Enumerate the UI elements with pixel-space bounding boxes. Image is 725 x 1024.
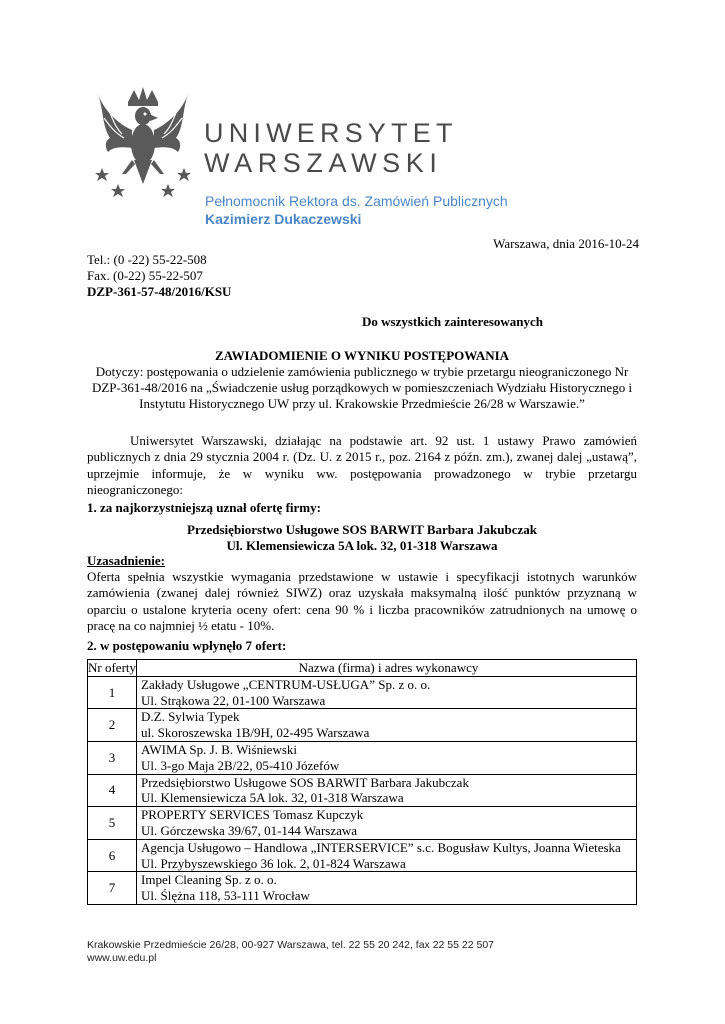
reference-number: DZP-361-57-48/2016/KSU: [87, 284, 232, 299]
fax-number: Fax. (0-22) 55-22-507: [87, 268, 203, 283]
offer-number: 6: [88, 839, 137, 872]
offer-number: 5: [88, 807, 137, 840]
intro-paragraph: Uniwersytet Warszawski, działając na podstawie art. 92 ust. 1 ustawy Prawo zamówień publicznych z dnia 29 stycznia 2004 r. (Dz. U. z 2015 r., poz. 2164 z późn. zm.), zwanej dalej „ustawą”, uprzejmie informuje, że w wyniku ww. postępowania prowadzonego w trybie przetargu nieograniczonego:: [87, 433, 637, 497]
contractor-address: Ul. Przybyszewskiego 36 lok. 2, 01-824 Warszawa: [141, 855, 406, 871]
offers-table: [87, 659, 637, 905]
table-row: [88, 839, 637, 872]
table-row: [88, 774, 637, 807]
table-row: [88, 872, 637, 905]
justification-paragraph: Oferta spełnia wszystkie wymagania przedstawione w ustawie i specyfikacji istotnych warunków zamówienia (zwanej dalej również SIWZ) oraz uzyskała maksymalną ilość punktów przyznaną w oparciu o ustalone kryteria oceny ofert: cena 90 % i liczba pracowników zatrudnionych na umowę o pracę na co najmniej ½ etatu - 10%.: [87, 569, 637, 633]
table-row: [88, 676, 637, 709]
offer-contractor: [137, 676, 637, 709]
winner-address: Ul. Klemensiewicza 5A lok. 32, 01-318 Warszawa: [226, 538, 498, 553]
contractor-name: Przedsiębiorstwo Usługowe SOS BARWIT Barbara Jakubczak: [141, 774, 469, 790]
contractor-name: D.Z. Sylwia Typek: [141, 709, 240, 725]
table-header-row: [88, 660, 637, 677]
table-row: [88, 741, 637, 774]
section1-heading: 1. za najkorzystniejszą uznał ofertę firmy:: [87, 500, 321, 515]
contractor-address: Ul. Górczewska 39/67, 01-144 Warszawa: [141, 822, 358, 838]
column-header-nr: Nr oferty: [88, 660, 137, 675]
contractor-address: Ul. Ślężna 118, 53-111 Wrocław: [141, 888, 310, 904]
contractor-address: Ul. 3-go Maja 2B/22, 05-410 Józefów: [141, 757, 340, 773]
offer-contractor: [137, 774, 637, 807]
document-title: ZAWIADOMIENIE O WYNIKU POSTĘPOWANIA: [214, 348, 510, 363]
table-row: [88, 709, 637, 742]
footer: [87, 939, 494, 965]
offer-contractor: [137, 709, 637, 742]
table-row: [88, 807, 637, 840]
contractor-address: ul. Skoroszewska 1B/9H, 02-495 Warszawa: [141, 725, 370, 741]
subject-paragraph: Dotyczy: postępowania o udzielenie zamówienia publicznego w trybie przetargu nieograniczonego Nr DZP-361-48/2016 na „Świadczenie usług porządkowych w pomieszczeniach Wydziału Historycznego i Instytutu Historycznego UW przy ul. Krakowskie Przedmieście 26/28 w Warszawie.”: [91, 364, 633, 411]
university-name-line2: WARSZAWSKI: [204, 148, 443, 178]
contractor-name: Zakłady Usługowe „CENTRUM-USŁUGA” Sp. z o. o.: [141, 676, 431, 692]
offer-contractor: [137, 839, 637, 872]
column-header-name: Nazwa (firma) i adres wykonawcy: [137, 660, 637, 677]
offer-number: 1: [88, 676, 137, 709]
offer-contractor: [137, 872, 637, 905]
officer-name: Kazimierz Dukaczewski: [205, 211, 362, 227]
justification-heading: Uzasadnienie:: [87, 553, 165, 568]
offer-contractor: [137, 741, 637, 774]
contractor-address: Ul. Strąkowa 22, 01-100 Warszawa: [141, 692, 326, 708]
winner-name: Przedsiębiorstwo Usługowe SOS BARWIT Barbara Jakubczak: [187, 522, 537, 537]
contractor-name: PROPERTY SERVICES Tomasz Kupczyk: [141, 807, 364, 823]
winner-block: [87, 522, 637, 554]
university-name-line1: UNIWERSYTET: [204, 118, 458, 148]
offer-number: 4: [88, 774, 137, 807]
contractor-name: Agencja Usługowo – Handlowa „INTERSERVICE” s.c. Bogusław Kultys, Joanna Wieteska: [141, 839, 621, 855]
contractor-name: Impel Cleaning Sp. z o. o.: [141, 872, 277, 888]
offer-number: 7: [88, 872, 137, 905]
office-title: Pełnomocnik Rektora ds. Zamówień Publicznych: [205, 193, 508, 209]
date-line: Warszawa, dnia 2016-10-24: [493, 236, 639, 251]
contractor-name: AWIMA Sp. J. B. Wiśniewski: [141, 741, 298, 757]
section2-heading: 2. w postępowaniu wpłynęło 7 ofert:: [87, 638, 287, 653]
offer-contractor: [137, 807, 637, 840]
offer-number: 2: [88, 709, 137, 742]
offer-number: 3: [88, 741, 137, 774]
contractor-address: Ul. Klemensiewicza 5A lok. 32, 01-318 Warszawa: [141, 790, 404, 806]
university-eagle-logo-icon: [92, 82, 194, 200]
contact-block: [87, 252, 231, 300]
phone-number: Tel.: (0 -22) 55-22-508: [87, 252, 207, 267]
footer-website[interactable]: www.uw.edu.pl: [87, 952, 157, 964]
footer-address: Krakowskie Przedmieście 26/28, 00-927 Warszawa, tel. 22 55 20 242, fax 22 55 22 507: [87, 939, 495, 951]
addressee: Do wszystkich zainteresowanych: [362, 314, 544, 329]
